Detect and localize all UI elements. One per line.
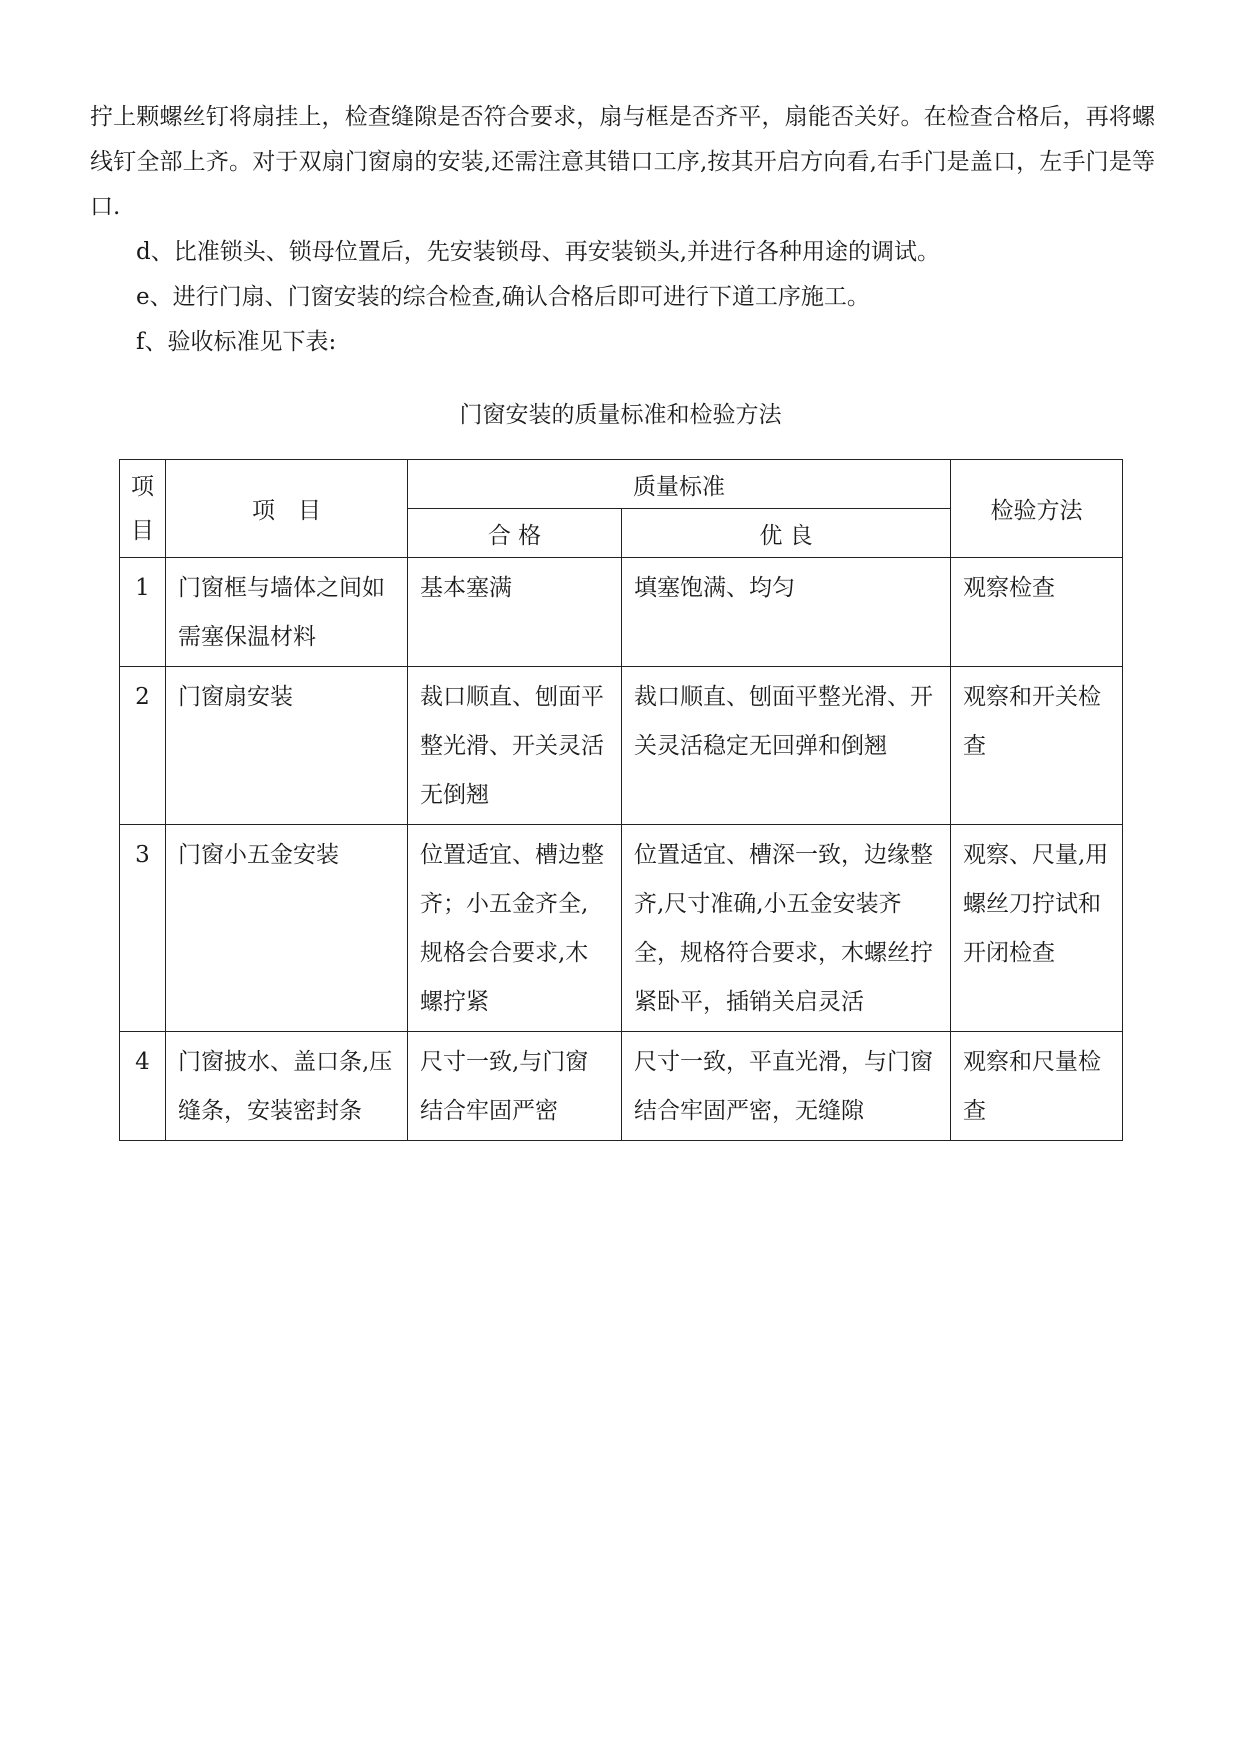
row-qualified: 尺寸一致,与门窗结合牢固严密 (408, 1032, 622, 1141)
header-qualified-cell (408, 509, 622, 558)
row-qualified: 位置适宜、槽边整齐；小五金齐全,规格会合要求,木螺拧紧 (408, 825, 622, 1032)
row-method: 观察和开关检查 (951, 667, 1123, 825)
table-row (120, 558, 1123, 667)
row-item: 门窗小五金安装 (166, 825, 408, 1032)
row-item: 门窗扇安装 (166, 667, 408, 825)
row-method: 观察和尺量检查 (951, 1032, 1123, 1141)
row-number: 1 (120, 558, 166, 667)
table-row (120, 825, 1123, 1032)
row-excellent: 填塞饱满、均匀 (622, 558, 951, 667)
header-quality-cell (408, 460, 951, 509)
header-index-bottom: 目 (131, 517, 154, 544)
header-item-cell (166, 460, 408, 558)
header-method-cell (951, 460, 1123, 558)
table-header-row (120, 460, 1123, 509)
header-excellent-cell (622, 509, 951, 558)
paragraph-step-d: d、比准锁头、锁母位置后，先安装锁母、再安装锁头,并进行各种用途的调试。 (136, 239, 941, 265)
row-excellent: 尺寸一致，平直光滑，与门窗结合牢固严密，无缝隙 (622, 1032, 951, 1141)
row-item: 门窗框与墙体之间如需塞保温材料 (166, 558, 408, 667)
row-number: 2 (120, 667, 166, 825)
table-row (120, 667, 1123, 825)
header-qualified: 合 格 (487, 522, 542, 549)
row-excellent: 位置适宜、槽深一致，边缘整齐,尺寸准确,小五金安装齐全，规格符合要求，木螺丝拧紧卧平，插销关启灵活 (622, 825, 951, 1032)
table-row (120, 1032, 1123, 1141)
header-excellent: 优 良 (759, 522, 813, 549)
body-text (90, 95, 1155, 365)
paragraph-step-e: e、进行门扇、门窗安装的综合检查,确认合格后即可进行下道工序施工。 (136, 284, 870, 310)
table-title: 门窗安装的质量标准和检验方法 (459, 402, 782, 428)
quality-standard-table (119, 459, 1123, 1141)
header-index-top: 项 (131, 473, 154, 500)
header-item: 项 目 (252, 498, 321, 524)
header-index-cell (120, 460, 166, 558)
row-item: 门窗披水、盖口条,压缝条，安装密封条 (166, 1032, 408, 1141)
header-quality: 质量标准 (633, 473, 725, 500)
row-qualified: 基本塞满 (408, 558, 622, 667)
paragraph-step-f: f、验收标准见下表: (136, 329, 337, 355)
paragraph-door-hanging: 拧上颗螺丝钉将扇挂上，检查缝隙是否符合要求，扇与框是否齐平，扇能否关好。在检查合格后，再将螺线钉全部上齐。对于双扇门窗扇的安装,还需注意其错口工序,按其开启方向看,右手门是盖口，左手门是等口. (90, 104, 1155, 220)
row-excellent: 裁口顺直、刨面平整光滑、开关灵活稳定无回弹和倒翘 (622, 667, 951, 825)
row-method: 观察、尺量,用螺丝刀拧试和开闭检查 (951, 825, 1123, 1032)
row-number: 4 (120, 1032, 166, 1141)
row-number: 3 (120, 825, 166, 1032)
row-qualified: 裁口顺直、刨面平整光滑、开关灵活无倒翘 (408, 667, 622, 825)
header-method: 检验方法 (990, 498, 1083, 524)
row-method: 观察检查 (951, 558, 1123, 667)
